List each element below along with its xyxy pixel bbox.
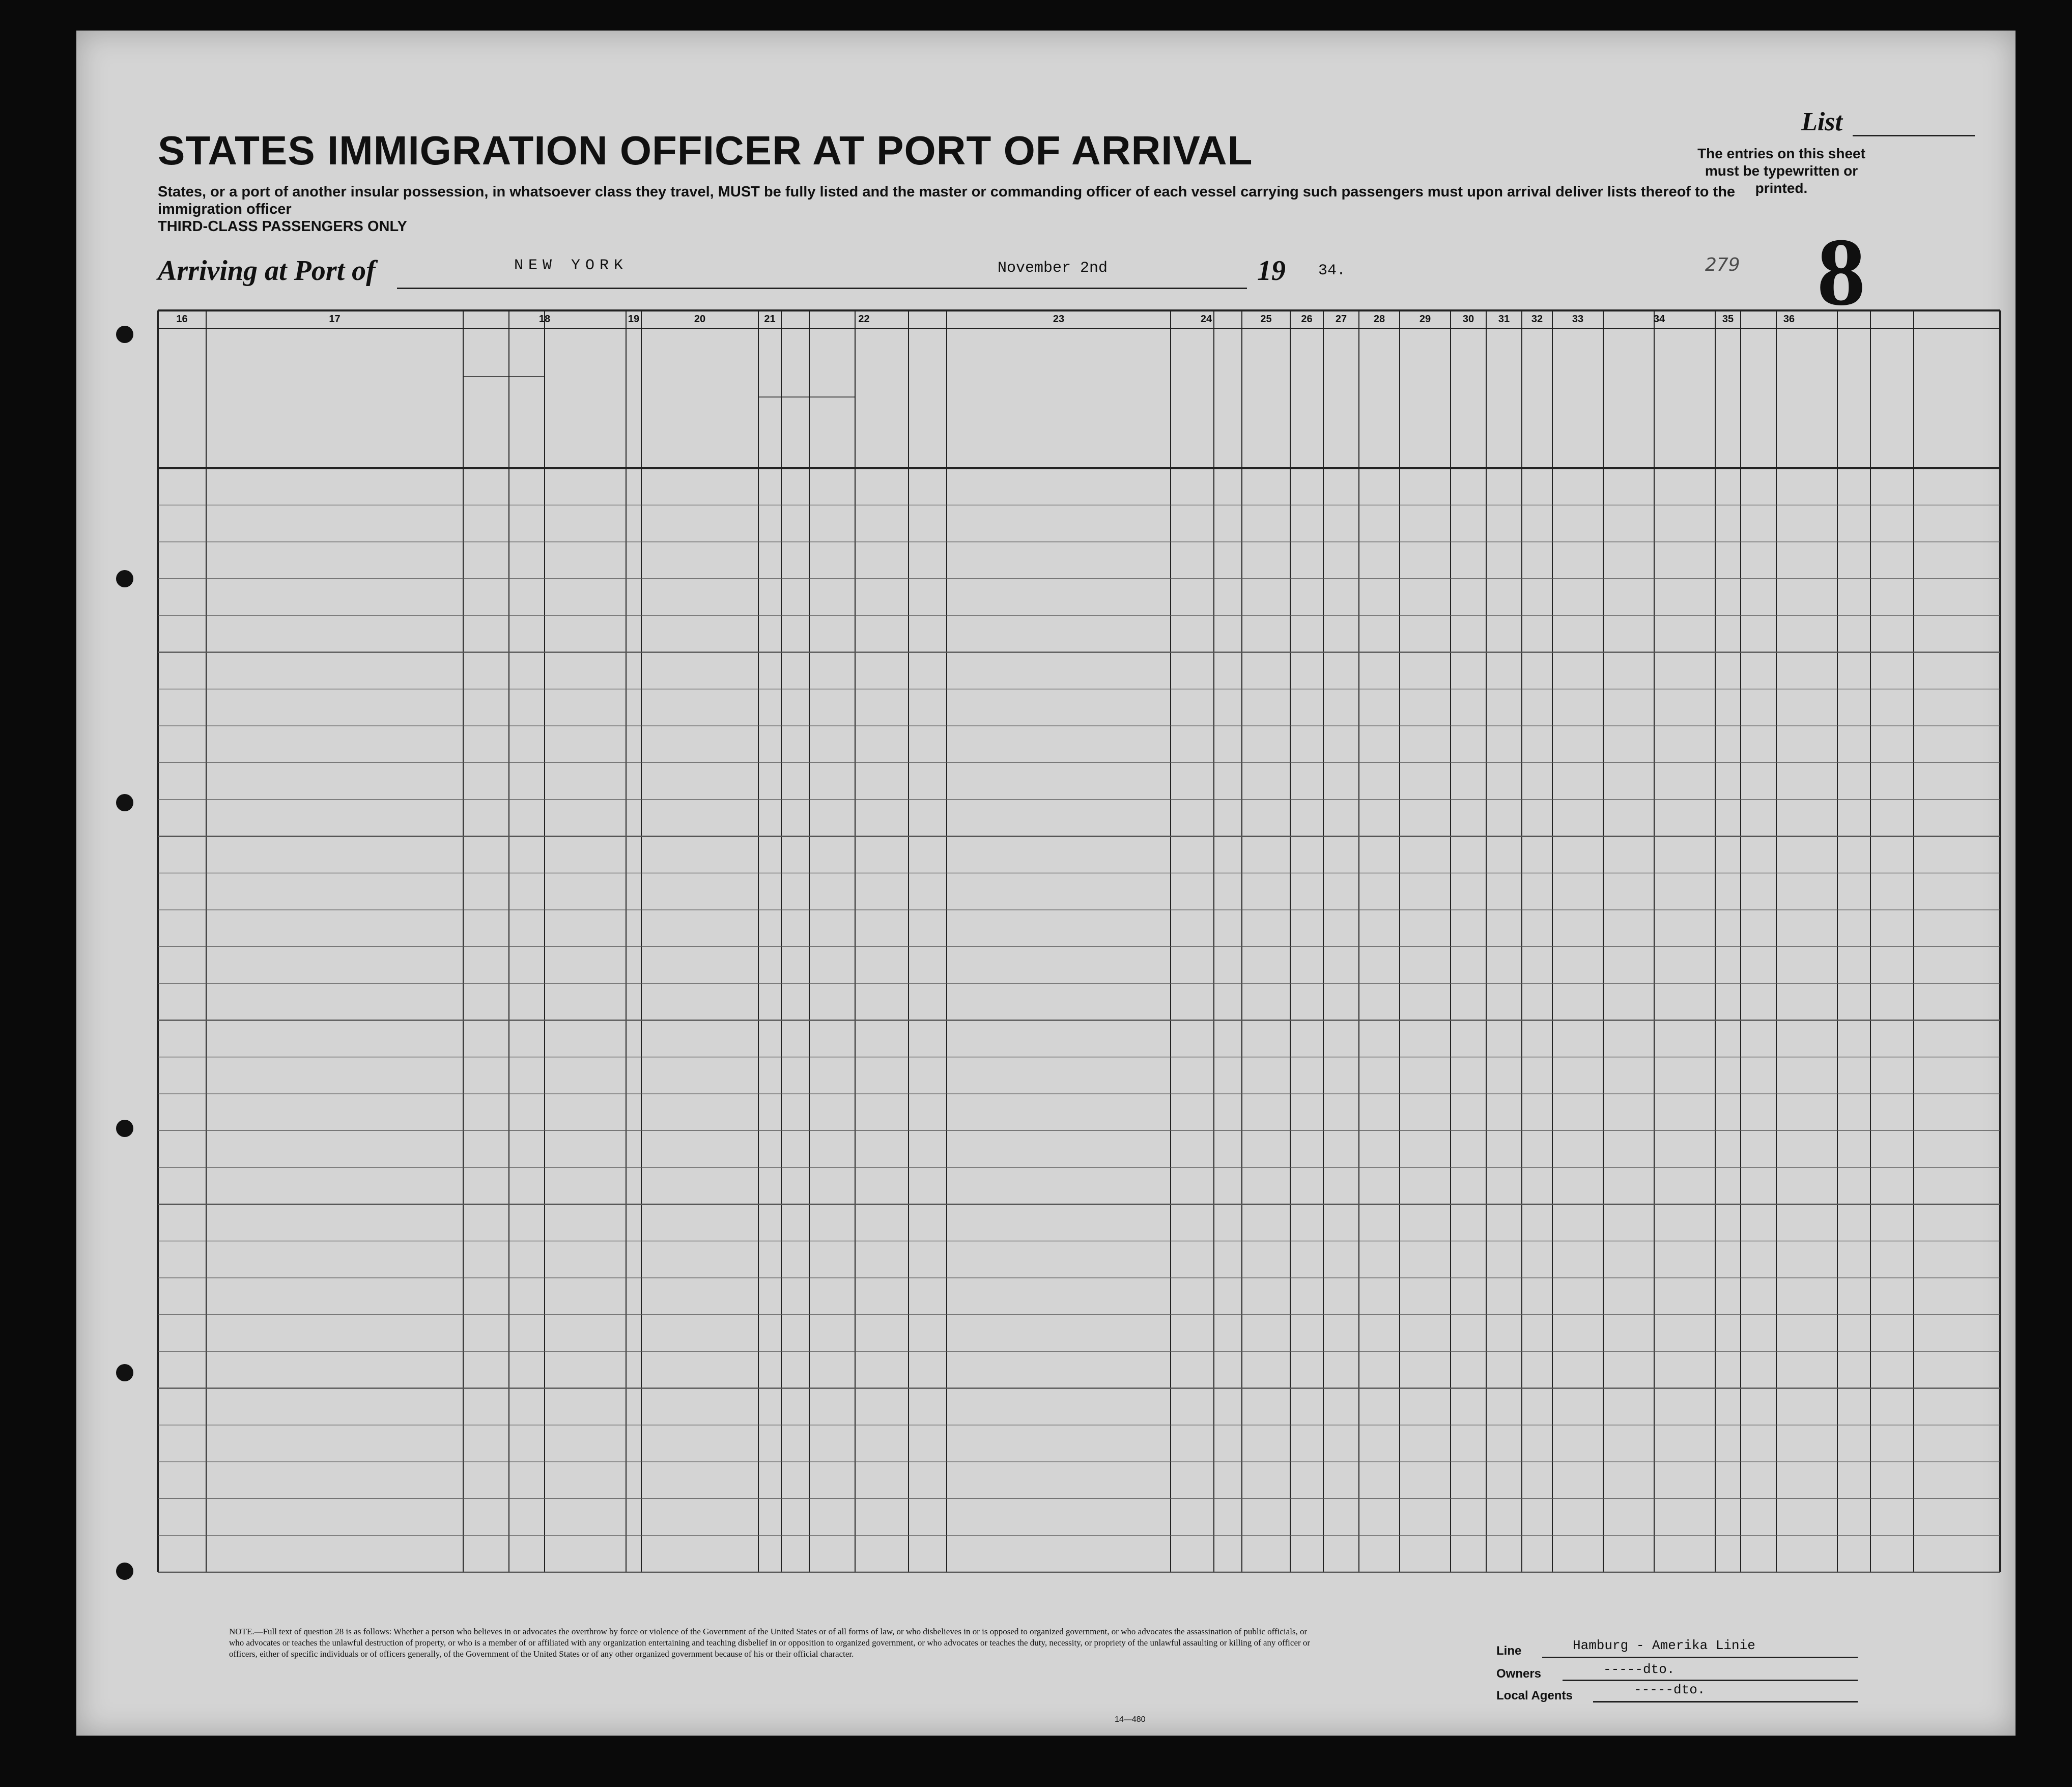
binder-hole (116, 1563, 133, 1580)
typewritten-note: The entries on this sheet must be typewritten or printed. (1697, 146, 1865, 196)
owners-rule (1563, 1680, 1858, 1681)
form-number: 14—480 (1115, 1715, 1146, 1724)
arrival-year-prefix: 19 (1257, 255, 1286, 287)
column-number: 17 (329, 314, 340, 325)
owners-value: -----dto. (1603, 1662, 1675, 1677)
column-number: 32 (1531, 314, 1543, 325)
page-title: STATES IMMIGRATION OFFICER AT PORT OF ARRIVAL (158, 128, 1253, 173)
column-number: 23 (1053, 314, 1065, 325)
binder-hole (116, 1120, 133, 1137)
column-number: 24 (1200, 314, 1212, 325)
manifest-sheet (76, 31, 2016, 1736)
column-number: 22 (858, 314, 870, 325)
line-value: Hamburg - Amerika Linie (1573, 1638, 1755, 1653)
ruled-grid (76, 31, 2016, 1736)
binder-hole (116, 1364, 133, 1381)
arrival-port: NEW YORK (514, 257, 629, 274)
column-number: 27 (1335, 314, 1347, 325)
line-label: Line (1496, 1644, 1522, 1658)
instructions-line-1: States, or a port of another insular possession, in whatsoever class they travel, MUST be fully listed and the master or commanding officer of each vessel carrying such passengers must upon arrival deliver lists thereof to the immigration officer (158, 184, 1736, 217)
column-number: 29 (1419, 314, 1431, 325)
column-number: 36 (1783, 314, 1795, 325)
arrival-year-suffix: 34. (1318, 262, 1346, 279)
column-number: 19 (628, 314, 640, 325)
sheet-number: 8 (1817, 219, 1865, 326)
column-number: 35 (1722, 314, 1734, 325)
binder-hole (116, 326, 133, 343)
column-number: 28 (1373, 314, 1385, 325)
column-number: 21 (764, 314, 776, 325)
arriving-label: Arriving at Port of (158, 255, 376, 287)
instructions-line-2: THIRD-CLASS PASSENGERS ONLY (158, 218, 407, 235)
column-number: 20 (694, 314, 706, 325)
owners-label: Owners (1496, 1667, 1542, 1681)
column-number: 16 (176, 314, 188, 325)
footnote-question-28: NOTE.—Full text of question 28 is as follows: Whether a person who believes in or advocates the overthrow by force or violence of the Government of the United States or of all forms of law, or who disbelieves in or is opposed to organized government, or who advocates the assassination of public officials, or who advocates or teaches the unlawful destruction of property, or who is a member of or affiliated with any organization entertaining and teaching disbelief in or opposition to organized government, or who advocates or teaches the duty, necessity, or propriety of the unlawful assaulting or killing of any officer or officers, either of specific individuals or of officers generally, of the Government of the United States or of any other organized government because of his or their official character. (229, 1627, 1311, 1659)
agents-label: Local Agents (1496, 1689, 1573, 1703)
column-number: 34 (1653, 314, 1665, 325)
binder-hole (116, 794, 133, 811)
arrival-date: November 2nd (998, 260, 1108, 277)
column-number: 30 (1462, 314, 1474, 325)
binder-hole (116, 570, 133, 587)
column-number: 18 (538, 314, 551, 325)
column-number: 26 (1301, 314, 1313, 325)
column-number: 25 (1260, 314, 1272, 325)
agents-rule (1593, 1701, 1858, 1703)
agents-value: -----dto. (1634, 1682, 1706, 1697)
list-label: List (1801, 107, 1842, 136)
line-rule (1542, 1657, 1858, 1658)
column-number: 31 (1498, 314, 1510, 325)
handwritten-page-number: 279 (1705, 254, 1740, 275)
column-number: 33 (1572, 314, 1584, 325)
